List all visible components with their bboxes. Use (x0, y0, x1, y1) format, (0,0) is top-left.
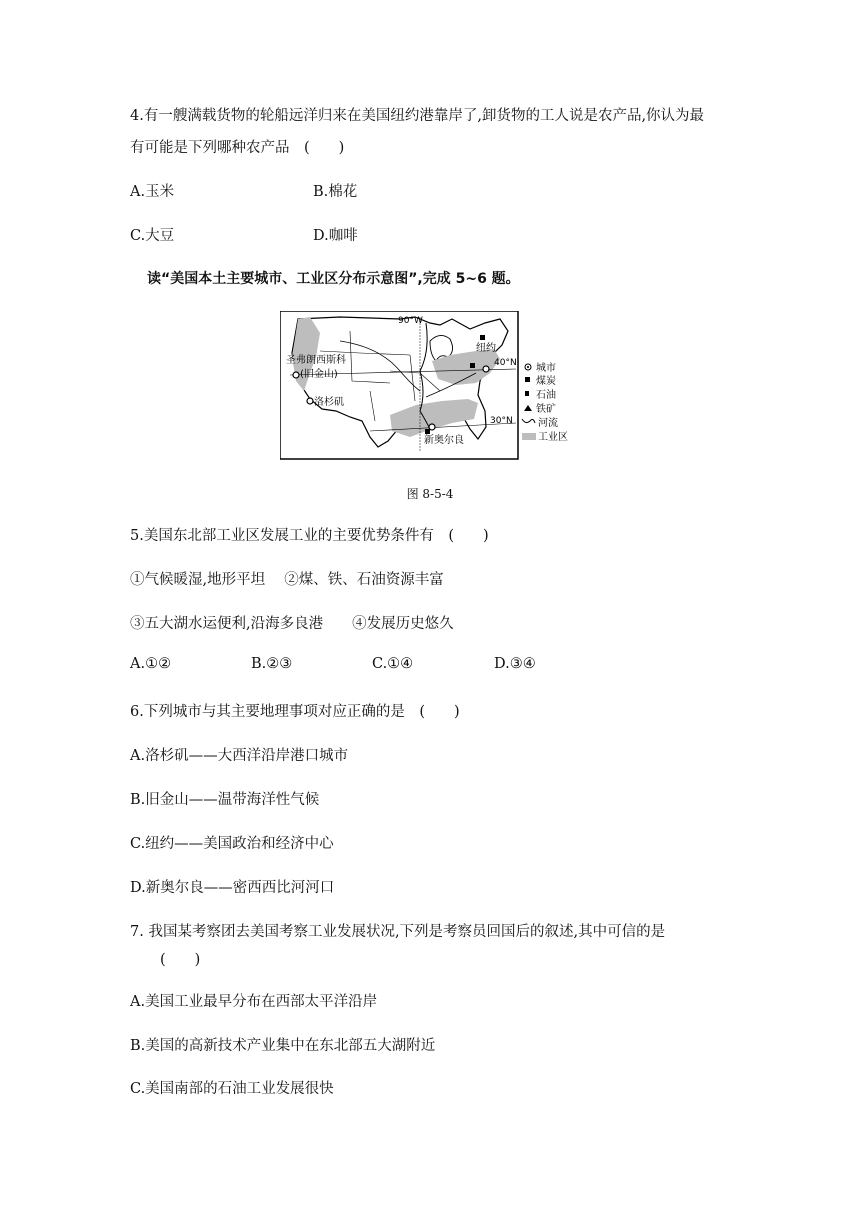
q4-option-a: A.玉米 (130, 184, 175, 200)
legend-coal-icon (525, 377, 530, 382)
map-intro: 读“美国本土主要城市、工业区分布示意图”,完成 5~6 题。 (147, 271, 520, 287)
map-legend (522, 361, 568, 443)
legend-city: 城市 (536, 363, 556, 374)
label-sf-old: (旧金山) (300, 369, 338, 380)
q5-option-d: D.③④ (494, 656, 536, 672)
q6-option-b: B.旧金山——温带海洋性气候 (130, 792, 320, 808)
city-ny-marker (483, 366, 489, 372)
q5-option-c: C.①④ (372, 656, 414, 672)
label-sf: 圣弗朗西斯科 (286, 355, 346, 366)
label-no: 新奥尔良 (424, 435, 464, 446)
legend-oil-icon (525, 391, 529, 396)
oil-symbol (480, 335, 485, 340)
q6-option-c: C.纽约——美国政治和经济中心 (130, 836, 334, 852)
legend-river: 河流 (538, 418, 558, 429)
coal-symbol-2 (425, 429, 430, 434)
q5-item-line2: ③五大湖水运便利,沿海多良港 ④发展历史悠久 (130, 616, 454, 632)
legend-oil: 石油 (536, 390, 556, 401)
q6-option-d: D.新奥尔良——密西西比河河口 (130, 880, 335, 896)
label-30n: 30°N (490, 416, 513, 426)
q4-option-d: D.咖啡 (313, 228, 358, 244)
legend-coal: 煤炭 (536, 376, 556, 387)
q7-stem-line2: ( ) (160, 952, 201, 968)
q5-item-line1: ①气候暖湿,地形平坦 ②煤、铁、石油资源丰富 (130, 572, 444, 588)
label-90w: 90°W (398, 316, 423, 326)
label-la: 洛杉矶 (314, 397, 344, 408)
legend-iron-icon (524, 405, 532, 411)
legend-industrial: 工业区 (538, 432, 568, 443)
q5-stem: 5.美国东北部工业区发展工业的主要优势条件有 ( ) (130, 528, 489, 544)
city-la-marker (307, 398, 313, 404)
label-ny: 纽约 (476, 343, 496, 354)
q7-option-a: A.美国工业最早分布在西部太平洋沿岸 (130, 994, 378, 1010)
legend-iron: 铁矿 (536, 404, 556, 415)
q7-option-b: B.美国的高新技术产业集中在东北部五大湖附近 (130, 1038, 436, 1054)
legend-river-icon (522, 419, 535, 423)
city-sf-marker (293, 372, 299, 378)
q5-option-a: A.①② (130, 656, 172, 672)
q4-stem-line1: 4.有一艘满载货物的轮船远洋归来在美国纽约港靠岸了,卸货物的工人说是农产品,你认为最 (130, 108, 705, 124)
q4-option-b: B.棉花 (313, 184, 358, 200)
q7-option-c: C.美国南部的石油工业发展很快 (130, 1081, 334, 1097)
q5-option-b: B.②③ (251, 656, 293, 672)
q7-stem-line1: 7. 我国某考察团去美国考察工业发展状况,下列是考察员回国后的叙述,其中可信的是 (130, 924, 666, 940)
us-industry-map (280, 311, 580, 461)
legend-industrial-icon (522, 433, 536, 440)
q4-stem-line2: 有可能是下列哪种农产品 ( ) (130, 140, 345, 156)
label-40n: 40°N (494, 358, 517, 368)
q6-stem: 6.下列城市与其主要地理事项对应正确的是 ( ) (130, 704, 460, 720)
q4-option-c: C.大豆 (130, 228, 175, 244)
coal-symbol (470, 363, 475, 368)
figure-caption: 图 8-5-4 (406, 487, 454, 501)
q6-option-a: A.洛杉矶——大西洋沿岸港口城市 (130, 748, 349, 764)
